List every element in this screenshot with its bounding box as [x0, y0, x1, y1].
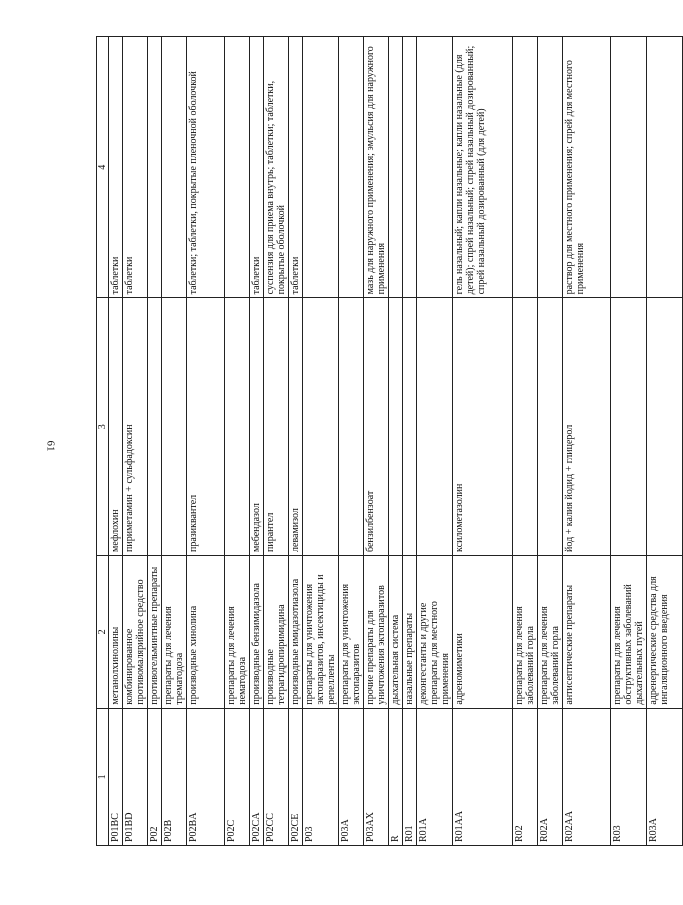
- name-cell: препараты для лечения заболеваний горла: [513, 555, 538, 708]
- header-cell: 1: [97, 708, 109, 845]
- name-cell: адреномиметики: [453, 555, 513, 708]
- name-cell: метанолхинолины: [109, 555, 123, 708]
- table-row: [123, 37, 148, 846]
- form-cell: [647, 37, 683, 298]
- substance-cell: [513, 298, 538, 556]
- form-cell: таблетки: [250, 37, 264, 298]
- form-cell: таблетки: [109, 37, 123, 298]
- form-cell: таблетки: [123, 37, 148, 298]
- table-row: [339, 37, 364, 846]
- code-cell: P03A: [339, 708, 364, 845]
- substance-cell: [389, 298, 403, 556]
- substance-cell: мебендазол: [250, 298, 264, 556]
- substance-cell: йод + калия йодид + глицерол: [563, 298, 611, 556]
- name-cell: противогельминтные препараты: [148, 555, 162, 708]
- form-cell: гель назальный; капли назальные; капли назальные (для детей); спрей назальный; спрей назальный дозированный; спрей назальный дозированный (для детей): [453, 37, 513, 298]
- substance-cell: мефлохин: [109, 298, 123, 556]
- code-cell: R01: [403, 708, 417, 845]
- table-row: [264, 37, 289, 846]
- table-row: [187, 37, 225, 846]
- form-cell: [417, 37, 453, 298]
- substance-cell: [339, 298, 364, 556]
- code-cell: P02CA: [250, 708, 264, 845]
- form-cell: [225, 37, 250, 298]
- name-cell: препараты для лечения нематодоза: [225, 555, 250, 708]
- code-cell: R01A: [417, 708, 453, 845]
- name-cell: комбинированное противомалярийное средство: [123, 555, 148, 708]
- substance-cell: [303, 298, 339, 556]
- rotated-page: [96, 36, 670, 846]
- substance-cell: [611, 298, 647, 556]
- table-row: [364, 37, 389, 846]
- code-cell: R03: [611, 708, 647, 845]
- code-cell: R03A: [647, 708, 683, 845]
- form-cell: [303, 37, 339, 298]
- table-row: [109, 37, 123, 846]
- substance-cell: [647, 298, 683, 556]
- substance-cell: пирантел: [264, 298, 289, 556]
- name-cell: производные тетрагидропиримидина: [264, 555, 289, 708]
- name-cell: препараты для уничтожения эктопаразитов, инсектициды и репелленты: [303, 555, 339, 708]
- code-cell: P03AX: [364, 708, 389, 845]
- table-row: [403, 37, 417, 846]
- form-cell: раствор для местного применения; спрей для местного применения: [563, 37, 611, 298]
- form-cell: [339, 37, 364, 298]
- table-header-row: [97, 37, 109, 846]
- form-cell: [148, 37, 162, 298]
- code-cell: P01BC: [109, 708, 123, 845]
- form-cell: [162, 37, 187, 298]
- form-cell: [513, 37, 538, 298]
- substance-cell: [148, 298, 162, 556]
- name-cell: прочие препараты для уничтожения эктопаразитов: [364, 555, 389, 708]
- table-row: [513, 37, 538, 846]
- header-cell: 4: [97, 37, 109, 298]
- table-row: [162, 37, 187, 846]
- page-number: 61: [44, 440, 57, 452]
- code-cell: R02: [513, 708, 538, 845]
- name-cell: препараты для лечения заболеваний горла: [538, 555, 563, 708]
- code-cell: P02B: [162, 708, 187, 845]
- form-cell: суспензия для приема внутрь; таблетки; таблетки, покрытые оболочкой: [264, 37, 289, 298]
- table-row: [303, 37, 339, 846]
- name-cell: антисептические препараты: [563, 555, 611, 708]
- table-row: [250, 37, 264, 846]
- code-cell: P02CC: [264, 708, 289, 845]
- table-row: [538, 37, 563, 846]
- drug-table: [96, 36, 683, 846]
- code-cell: R02A: [538, 708, 563, 845]
- form-cell: мазь для наружного применения; эмульсия для наружного применения: [364, 37, 389, 298]
- substance-cell: ксилометазолин: [453, 298, 513, 556]
- table-row: [225, 37, 250, 846]
- name-cell: производные имидазотиазола: [289, 555, 303, 708]
- substance-cell: [162, 298, 187, 556]
- name-cell: дыхательная система: [389, 555, 403, 708]
- code-cell: P02CE: [289, 708, 303, 845]
- name-cell: назальные препараты: [403, 555, 417, 708]
- name-cell: препараты для лечения обструктивных заболеваний дыхательных путей: [611, 555, 647, 708]
- form-cell: [538, 37, 563, 298]
- form-cell: [611, 37, 647, 298]
- table-row: [647, 37, 683, 846]
- code-cell: P02BA: [187, 708, 225, 845]
- name-cell: деконгестанты и другие препараты для местного применения: [417, 555, 453, 708]
- substance-cell: левамизол: [289, 298, 303, 556]
- table-row: [417, 37, 453, 846]
- form-cell: таблетки; таблетки, покрытые пленочной оболочкой: [187, 37, 225, 298]
- code-cell: R01AA: [453, 708, 513, 845]
- code-cell: R: [389, 708, 403, 845]
- table-row: [611, 37, 647, 846]
- code-cell: P01BD: [123, 708, 148, 845]
- table-row: [453, 37, 513, 846]
- table-row: [389, 37, 403, 846]
- substance-cell: [538, 298, 563, 556]
- substance-cell: празиквантел: [187, 298, 225, 556]
- form-cell: [389, 37, 403, 298]
- code-cell: P02: [148, 708, 162, 845]
- table-row: [289, 37, 303, 846]
- header-cell: 3: [97, 298, 109, 556]
- form-cell: таблетки: [289, 37, 303, 298]
- substance-cell: [403, 298, 417, 556]
- form-cell: [403, 37, 417, 298]
- name-cell: адренергические средства для ингаляционного введения: [647, 555, 683, 708]
- name-cell: препараты для уничтожения эктопаразитов: [339, 555, 364, 708]
- table-row: [148, 37, 162, 846]
- code-cell: P02C: [225, 708, 250, 845]
- name-cell: производные бензимидазола: [250, 555, 264, 708]
- name-cell: производные хинолина: [187, 555, 225, 708]
- name-cell: препараты для лечения трематодоза: [162, 555, 187, 708]
- code-cell: R02AA: [563, 708, 611, 845]
- substance-cell: пириметамин + сульфадоксин: [123, 298, 148, 556]
- table-row: [563, 37, 611, 846]
- code-cell: P03: [303, 708, 339, 845]
- substance-cell: бензилбензоат: [364, 298, 389, 556]
- substance-cell: [225, 298, 250, 556]
- substance-cell: [417, 298, 453, 556]
- header-cell: 2: [97, 555, 109, 708]
